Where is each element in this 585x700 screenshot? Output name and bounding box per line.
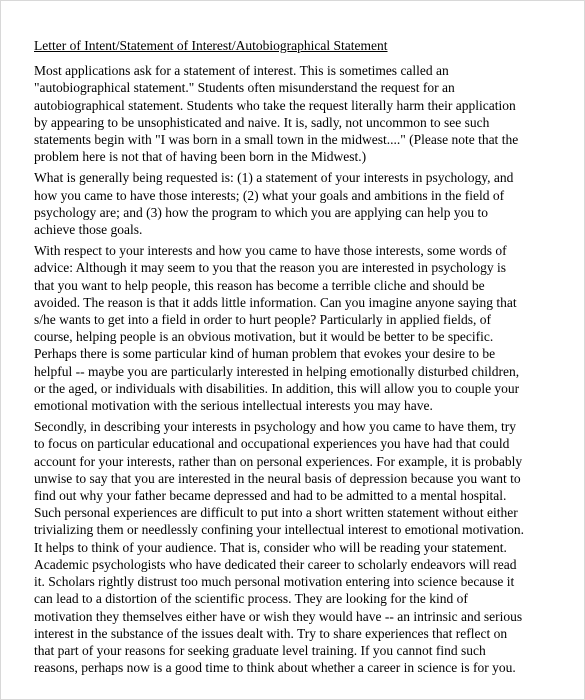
text-line: how you came to have those interests; (2) what your goals and ambitions in the field of bbox=[34, 187, 505, 203]
paragraph-list bbox=[34, 62, 559, 676]
text-line: autobiographical statement. Students who take the request literally harm their application bbox=[34, 97, 516, 113]
paragraph-2 bbox=[34, 169, 559, 238]
text-line: advice: Although it may seem to you that the reason you are interested in psychology is bbox=[34, 260, 507, 276]
text-line: helpful -- maybe you are particularly interested in helping emotionally disturbed children, bbox=[34, 363, 520, 379]
text-line: Most applications ask for a statement of interest. This is sometimes called an bbox=[34, 63, 449, 79]
text-line: unwise to say that you are interested in the neural basis of depression because you want to bbox=[34, 470, 521, 486]
text-line: It helps to think of your audience. That is, consider who will be reading your statement. bbox=[34, 539, 507, 555]
text-line: s/he wants to get into a field in order to hurt people? Particularly in applied fields, of bbox=[34, 312, 492, 328]
text-line: reasons, perhaps now is a good time to think about whether a career in science is for you. bbox=[34, 660, 516, 676]
text-line: psychology are; and (3) how the program to which you are applying can help you to bbox=[34, 204, 489, 220]
text-line: by appearing to be unsophisticated and naive. It is, sadly, not uncommon to see such bbox=[34, 114, 490, 130]
text-line: trivializing them or needlessly confining your intellectual interest to emotional motivation. bbox=[34, 522, 525, 538]
text-line: emotional motivation with the serious intellectual interests you may have. bbox=[34, 398, 433, 414]
text-line: find out why your father became depressed and had to be admitted to a mental hospital. bbox=[34, 488, 507, 504]
text-line: "autobiographical statement." Students often misunderstand the request for an bbox=[34, 80, 455, 96]
text-line: statements begin with "I was born in a small town in the midwest...." (Please note that the bbox=[34, 132, 519, 148]
document-body bbox=[34, 37, 559, 680]
text-line: achieve those goals. bbox=[34, 222, 143, 238]
text-line: motivation they themselves either have or wish they would have -- an intrinsic and serious bbox=[34, 608, 523, 624]
text-line: or the aged, or individuals with disabilities. In addition, this will allow you to couple your bbox=[34, 380, 520, 396]
text-line: to focus on particular educational and occupational experiences you have had that could bbox=[34, 436, 510, 452]
text-line: that part of your reasons for seeking graduate level training. If you cannot find such bbox=[34, 642, 486, 658]
paragraph-3 bbox=[34, 242, 559, 414]
document-title: Letter of Intent/Statement of Interest/Autobiographical Statement bbox=[34, 38, 388, 53]
text-line: With respect to your interests and how you came to have those interests, some words of bbox=[34, 243, 507, 259]
paragraph-1 bbox=[34, 62, 559, 165]
paragraph-4 bbox=[34, 418, 559, 676]
text-line: can lead to a distortion of the scientific process. They are looking for the kind of bbox=[34, 591, 468, 607]
text-line: avoided. The reason is that it adds little information. Can you imagine anyone saying that bbox=[34, 294, 517, 310]
text-line: Secondly, in describing your interests in psychology and how you came to have them, try bbox=[34, 419, 517, 435]
text-line: it. Scholars rightly distrust too much personal motivation entering into science because it bbox=[34, 574, 515, 590]
text-line: that you want to help people, this reason has become a terrible cliche and should be bbox=[34, 277, 485, 293]
text-line: What is generally being requested is: (1) a statement of your interests in psychology, and bbox=[34, 170, 514, 186]
text-line: interest in the substance of the issues dealt with. Try to share experiences that reflect on bbox=[34, 625, 508, 641]
text-line: course, helping people is an obvious motivation, but it would be better to be specific. bbox=[34, 329, 494, 345]
text-line: account for your interests, rather than on personal experiences. For example, it is probably bbox=[34, 453, 523, 469]
text-line: Academic psychologists who have dedicated their career to scholarly endeavors will read bbox=[34, 556, 517, 572]
text-line: problem here is not that of having been born in the Midwest.) bbox=[34, 149, 367, 165]
text-line: Such personal experiences are difficult to put into a short written statement without either bbox=[34, 505, 518, 521]
text-line: Perhaps there is some particular kind of human problem that evokes your desire to be bbox=[34, 346, 496, 362]
